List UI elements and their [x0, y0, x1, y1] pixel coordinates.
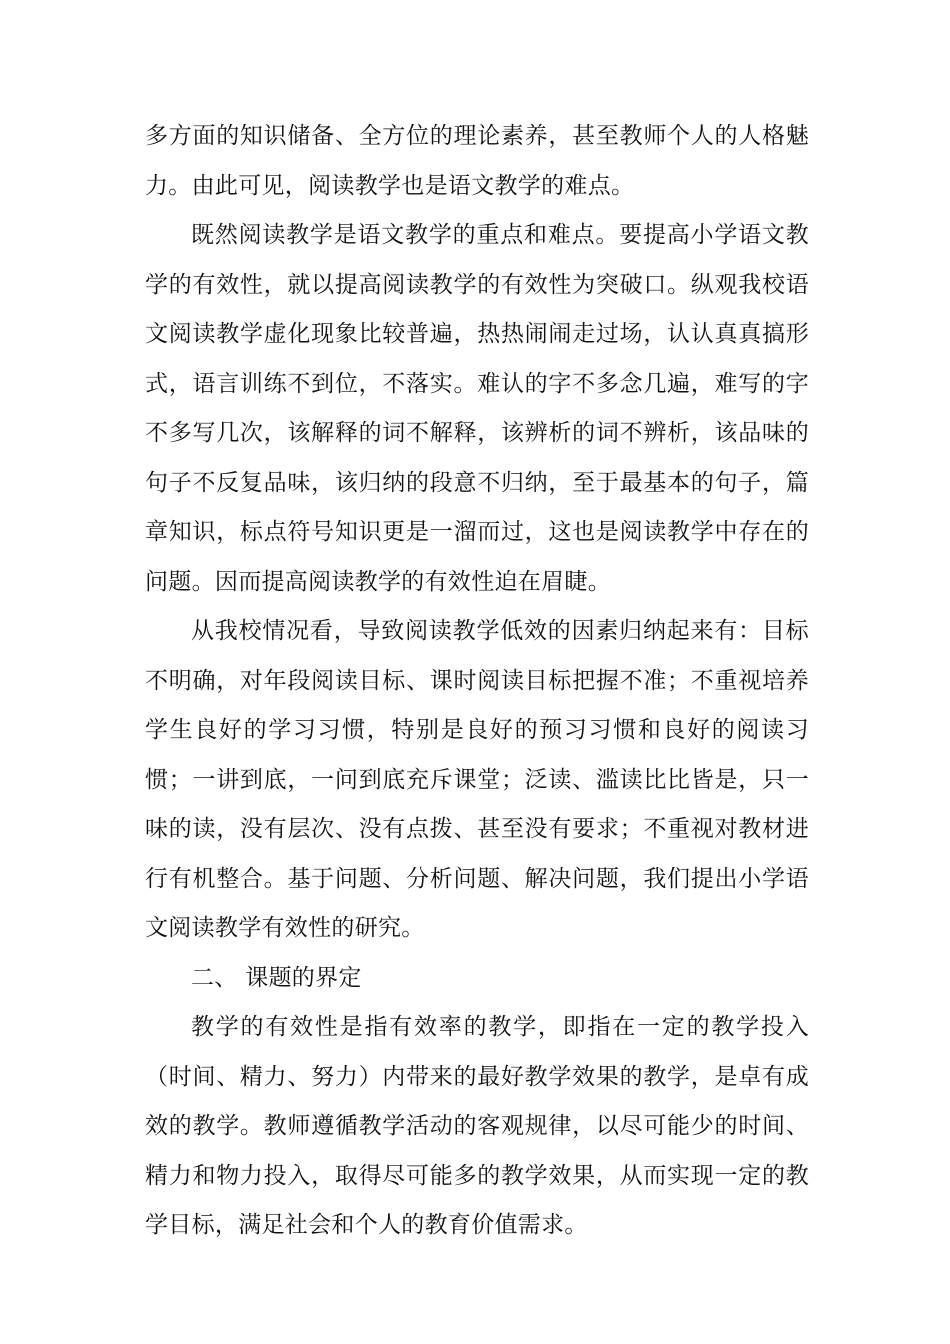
section-heading: 二、 课题的界定 — [191, 964, 362, 991]
paragraph-definition: 教学的有效性是指有效率的教学，即指在一定的教学投入（时间、精力、努力）内带来的最好教学效果的教学，是卓有成效的教学。教师遵循教学活动的客观规律，以尽可能少的时间、精力和物力投入，取得尽可能多的教学效果，从而实现一定的教学目标，满足社会和个人的教育价值需求。 — [145, 1014, 809, 1238]
paragraph-reading-teaching-problems: 既然阅读教学是语文教学的重点和难点。要提高小学语文教学的有效性，就以提高阅读教学的有效性为突破口。纵观我校语文阅读教学虚化现象比较普遍，热热闹闹走过场，认认真真搞形式，语言训练不到位，不落实。难认的字不多念几遍，难写的字不多写几次，该解释的词不解释，该辨析的词不辨析，该品味的句子不反复品味，该归纳的段意不归纳，至于最基本的句子，篇章知识，标点符号知识更是一溜而过，这也是阅读教学中存在的问题。因而提高阅读教学的有效性迫在眉睫。 — [145, 222, 809, 595]
document-body — [145, 112, 809, 1251]
paragraph-low-efficiency-factors: 从我校情况看，导致阅读教学低效的因素归纳起来有：目标不明确，对年段阅读目标、课时阅读目标把握不准；不重视培养学生良好的学习习惯，特别是良好的预习习惯和良好的阅读习惯；一讲到底，一问到底充斥课堂；泛读、滥读比比皆是，只一味的读，没有层次、没有点拨、甚至没有要求；不重视对教材进行有机整合。基于问题、分析问题、解决问题，我们提出小学语文阅读教学有效性的研究。 — [145, 618, 809, 941]
paragraph-continuation: 多方面的知识储备、全方位的理论素养，甚至教师个人的人格魅力。由此可见，阅读教学也是语文教学的难点。 — [145, 123, 809, 199]
